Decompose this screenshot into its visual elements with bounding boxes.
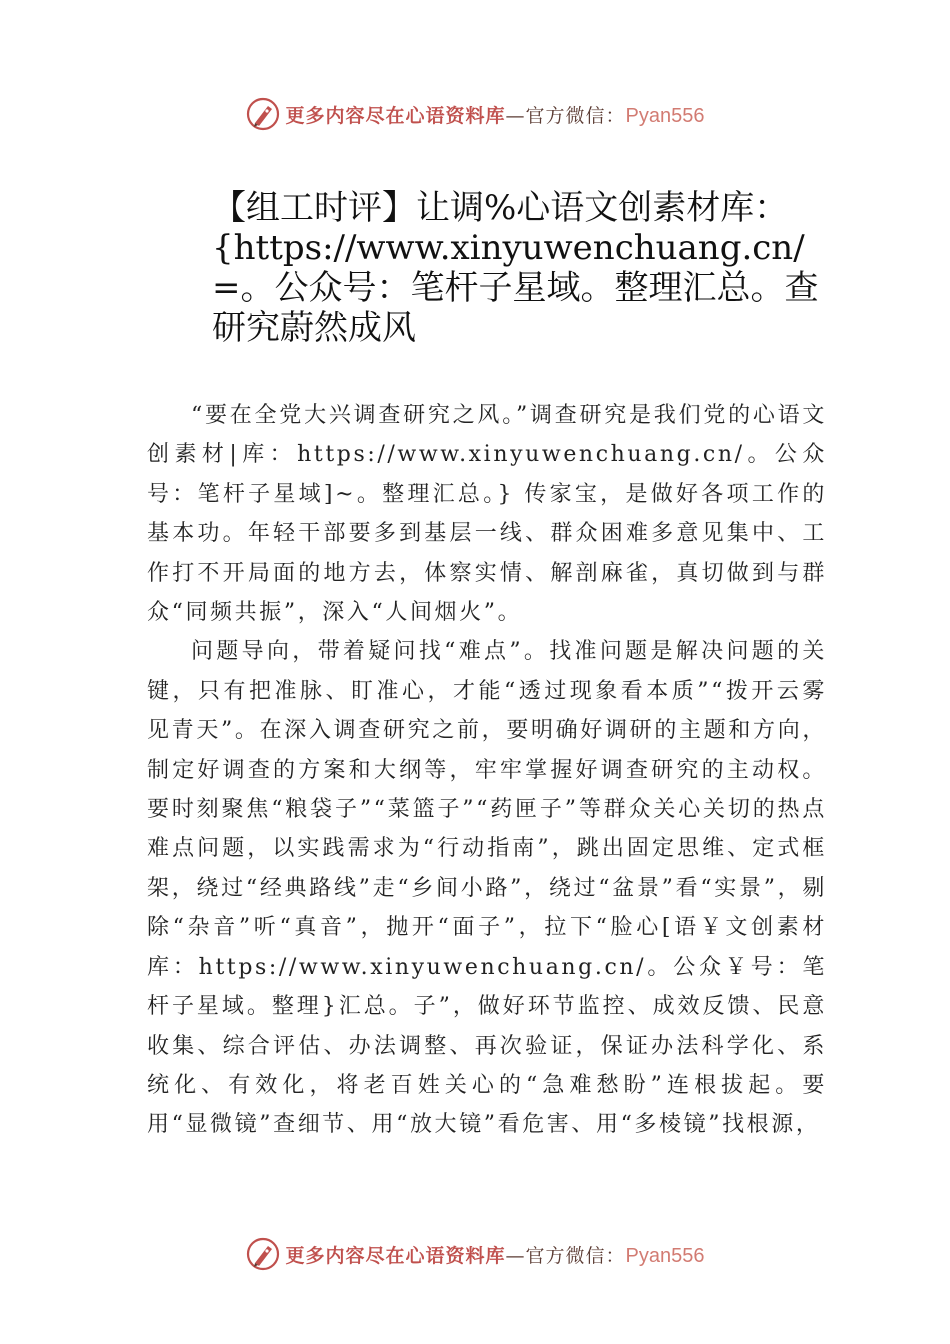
banner-red-text: 更多内容尽在心语资料库: [285, 1244, 506, 1267]
paragraph-2: 问题导向，带着疑问找“难点”。找准问题是解决问题的关键，只有把准脉、盯准心，才能“透过现象看本质”“拨开云雾见青天”。在深入调查研究之前，要明确好调研的主题和方向，制定好调查的方案和大纲等，牢牢掌握好调查研究的主动权。要时刻聚焦“粮袋子”“菜篮子”“药匣子”等群众关心关切的热点难点问题，以实践需求为“行动指南”，跳出固定思维、定式框架，绕过“经典路线”走“乡间小路”，绕过“盆景”看“实景”，剔除“杂音”听“真音”，抛开“面子”，拉下“脸心[语￥文创素材库：https://www.xinyuwenchuang.cn/。公众￥号：笔杆子星域。整理}汇总。子”，做好环节监控、成效反馈、民意收集、综合评估、办法调整、再次验证，保证办法科学化、系统化、有效化，将老百姓关心的“急难愁盼”连根拔起。要用“显微镜”查细节、用“放大镜”看危害、用“多棱镜”找根源，: [147, 639, 827, 1138]
pen-logo-icon: [246, 1237, 280, 1271]
article-title: 【组工时评】让调%心语文创素材库：{https://www.xinyuwenchuang.cn/=。公众号：笔杆子星域。整理汇总。查研究蔚然成风: [212, 188, 819, 348]
banner-red-text: 更多内容尽在心语资料库: [285, 104, 506, 127]
footer-banner-text: [286, 1241, 705, 1268]
footer-banner: [0, 1232, 950, 1276]
banner-wechat-handle: Pyan556: [625, 104, 705, 127]
header-banner-text: [286, 101, 705, 128]
banner-wechat-handle: Pyan556: [625, 1244, 705, 1267]
banner-dark-text: —官方微信：: [505, 104, 626, 127]
header-banner: [0, 92, 950, 136]
paragraph-1: “要在全党大兴调查研究之风。”调查研究是我们党的心语文创素材|库：https://www.xinyuwenchuang.cn/。公众号：笔杆子星域]~。整理汇总。} 传家宝，是做好各项工作的基本功。年轻干部要多到基层一线、群众困难多意见集中、工作打不开局面的地方去，体察实情、解剖麻雀，真切做到与群众“同频共振”，深入“人间烟火”。: [147, 403, 827, 626]
banner-dark-text: —官方微信：: [505, 1244, 626, 1267]
article-body: [147, 396, 827, 1145]
pen-logo-icon: [246, 97, 280, 131]
